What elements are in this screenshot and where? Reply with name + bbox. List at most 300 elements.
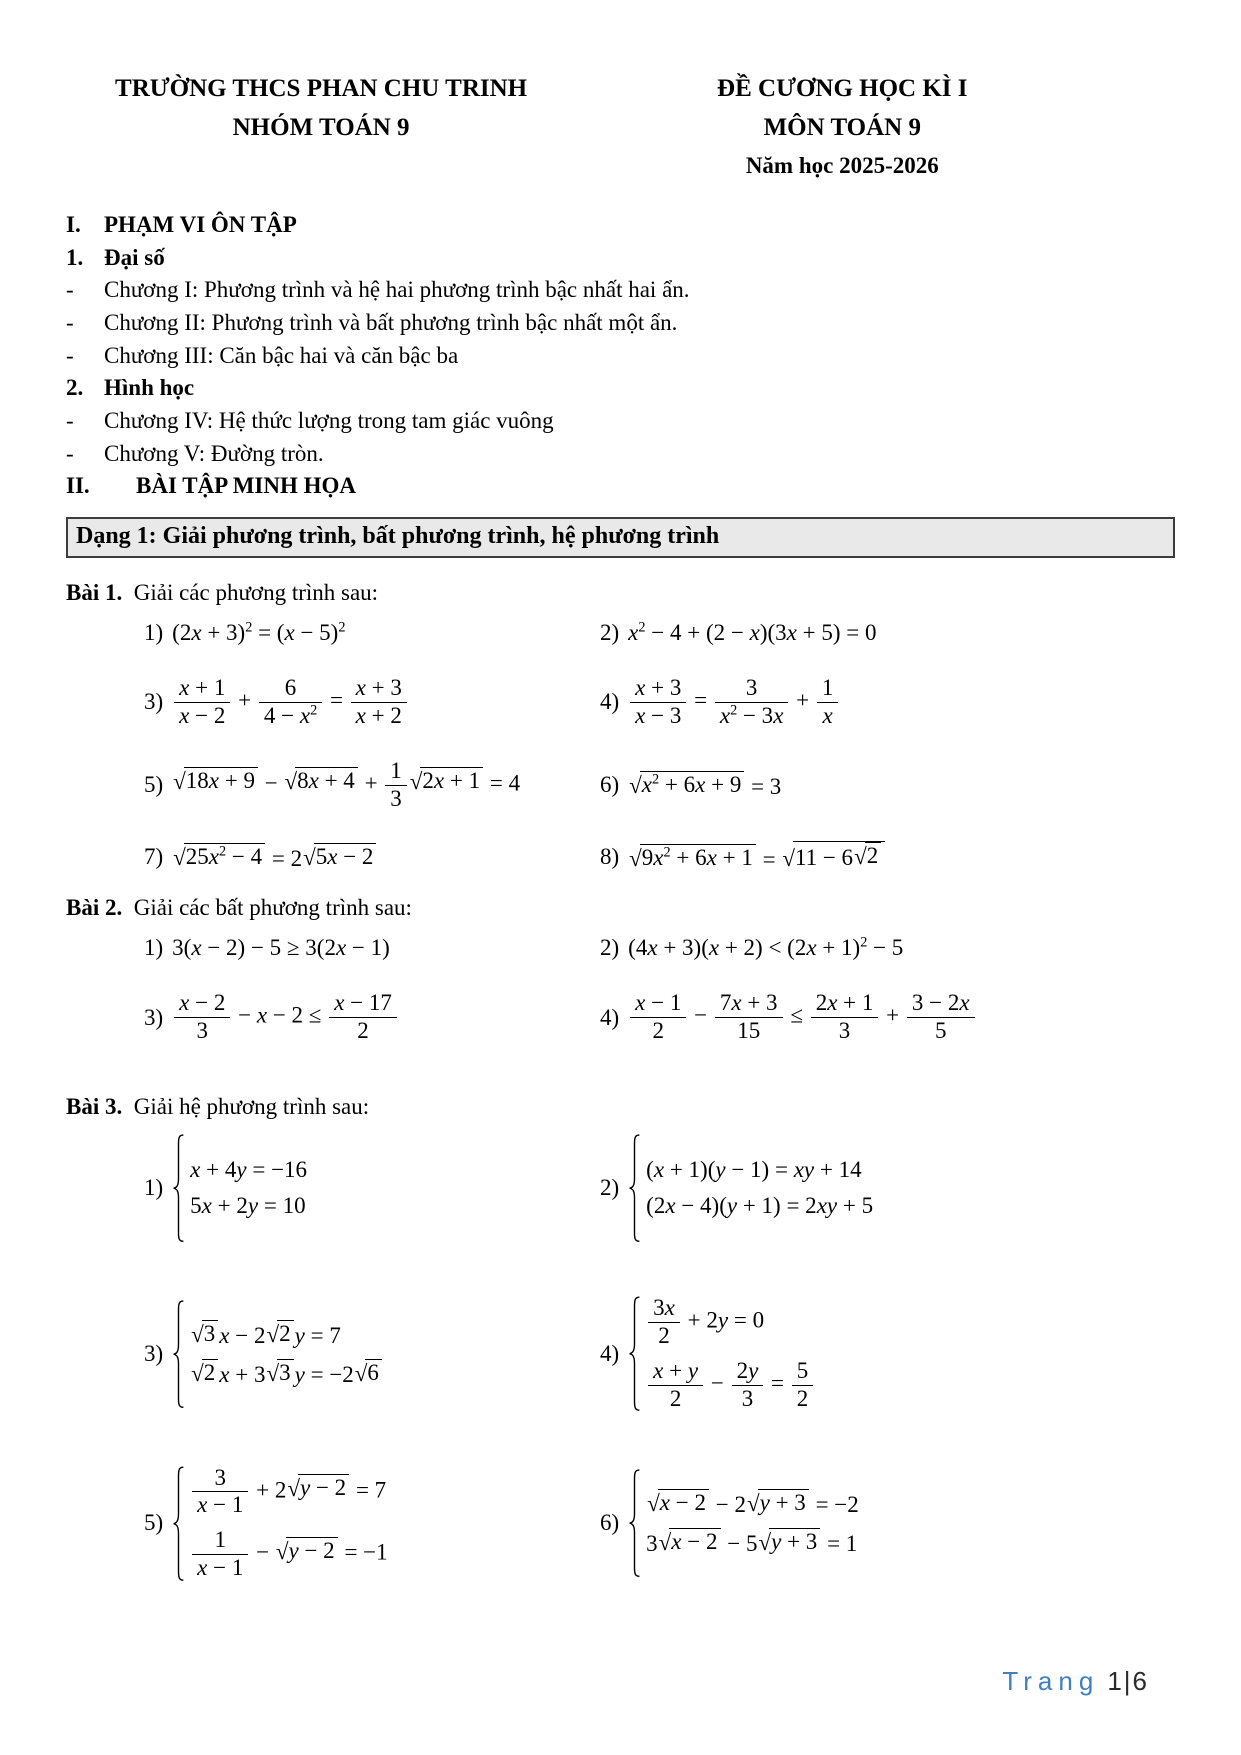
radical-sign-icon: √ <box>658 1530 672 1556</box>
problems <box>66 580 1175 1581</box>
square-root <box>747 1489 809 1516</box>
math-variable: x <box>641 771 653 797</box>
math-expression: (x + 1)(y − 1) = xy + 14 <box>646 1157 862 1183</box>
fraction-numerator: x + 1 <box>179 675 226 701</box>
math-variable: x <box>197 1555 208 1581</box>
problem-block-3 <box>66 1094 1175 1581</box>
radicand: 3 <box>277 1359 294 1386</box>
equation-item <box>144 935 600 961</box>
math-variable: y <box>717 1307 729 1333</box>
superscript: 2 <box>652 770 660 787</box>
radicand: 5x − 2 <box>314 843 377 870</box>
radicand: y − 2 <box>286 1537 337 1564</box>
math-expression: $\frac{x - 2}{3}$ − x − 2 ≤ $\frac{x - 17}{2}$ <box>172 991 399 1044</box>
radicand: x − 2 <box>669 1528 720 1555</box>
equation-item <box>600 841 1175 873</box>
fraction-numerator: x + 3 <box>355 675 402 701</box>
problem-block-1 <box>66 580 1175 873</box>
fraction <box>817 676 839 729</box>
math-variable: x <box>208 768 220 794</box>
problem-label: Bài 2. <box>66 895 123 921</box>
fraction-numerator: 3 <box>745 675 758 701</box>
header-left <box>66 70 576 183</box>
page-word: Trang <box>1002 1666 1100 1696</box>
radical-sign-icon: √ <box>275 1538 289 1564</box>
math-variable: x <box>659 1490 671 1516</box>
algebra-heading <box>66 242 1175 275</box>
fraction-numerator: 6 <box>284 675 297 701</box>
math-variable: x <box>179 675 190 701</box>
page-number: 1|6 <box>1107 1666 1149 1696</box>
math-variable: x <box>201 1193 212 1219</box>
math-variable: x <box>706 845 717 871</box>
radical-sign-icon: √ <box>782 846 795 872</box>
math-variable: x <box>635 675 646 701</box>
superscript: 2 <box>219 843 227 860</box>
problem-prompt: Giải các bất phương trình sau: <box>122 895 412 921</box>
equation-item <box>600 991 1175 1044</box>
math-variable: y <box>294 1361 305 1387</box>
radical-sign-icon: √ <box>173 769 186 795</box>
math-variable: x <box>827 990 838 1016</box>
fraction-numerator: x − 2 <box>179 990 226 1016</box>
math-variable: x <box>635 702 646 728</box>
section-2-label: II. <box>66 473 90 499</box>
math-expression: $x^2 - 4 + (2 - x)(3x + 5) = 0$ <box>628 619 877 646</box>
radicand: 2x + 1 <box>420 767 483 794</box>
fraction-numerator: 3 <box>214 1464 227 1490</box>
geometry-heading <box>66 372 1175 405</box>
radicand: 18x + 9 <box>184 767 258 794</box>
math-expression: √ 18x + 9 − √ 8x + 4 + $\frac{1}{3}$ √ 2x + 1 = 4 <box>173 757 521 811</box>
fraction <box>192 1466 248 1519</box>
math-expression: (2x − 4)(y + 1) = 2xy + 5 <box>646 1193 874 1219</box>
problem-heading <box>66 580 1175 606</box>
square-root <box>287 1474 349 1501</box>
system-brace-icon <box>172 1300 185 1408</box>
radical-sign-icon: √ <box>758 1530 772 1556</box>
equation-number: 2) <box>600 1175 620 1201</box>
radical-sign-icon: √ <box>354 1360 368 1386</box>
system-lines <box>185 1320 383 1388</box>
equation-number: 7) <box>144 844 164 870</box>
equation-item <box>600 620 1175 646</box>
square-root <box>284 767 357 794</box>
group-name: NHÓM TOÁN 9 <box>232 113 410 141</box>
math-expression: $(2x + 3)^2 = (x - 5)^2$ <box>172 619 346 646</box>
math-variable: x <box>308 768 319 794</box>
square-root <box>303 843 376 870</box>
math-variable: y <box>687 1358 699 1383</box>
radicand: x − 2 <box>658 1489 709 1516</box>
fraction <box>907 991 975 1044</box>
math-variable: x <box>647 935 658 961</box>
fraction <box>648 1359 703 1412</box>
system-expression <box>172 1134 307 1242</box>
section-2-heading <box>66 470 1175 503</box>
math-variable: y <box>826 1193 838 1219</box>
section-1-heading <box>66 209 1175 242</box>
square-root <box>173 767 258 794</box>
math-variable: x <box>695 771 706 797</box>
math-variable: x <box>806 935 817 961</box>
radical-sign-icon: √ <box>284 769 298 795</box>
fraction-denominator: x − 3 <box>630 702 686 729</box>
superscript: 2 <box>638 619 646 636</box>
equation-item <box>144 841 600 873</box>
math-expression: 3 √ x − 2 − 5 √ y + 3 = 1 <box>646 1529 858 1557</box>
math-variable: x <box>822 702 833 728</box>
problem-heading <box>66 895 1175 921</box>
geometry-item <box>66 438 1175 471</box>
square-root <box>659 1528 721 1555</box>
fraction-denominator: 2 <box>648 1385 703 1412</box>
equation-number: 4) <box>600 1341 620 1366</box>
geometry-label: 2. <box>66 375 84 401</box>
math-expression: √ 2 x + 3 √ 3 y = −2 √ 6 <box>190 1359 383 1388</box>
problem-prompt: Giải các phương trình sau: <box>122 580 379 606</box>
math-variable: x <box>355 675 366 701</box>
math-variable: x <box>719 702 731 728</box>
problem-label: Bài 3. <box>66 1094 123 1120</box>
math-variable: x <box>653 1358 664 1383</box>
math-variable: y <box>288 1537 299 1563</box>
system-brace-icon <box>628 1134 641 1242</box>
fraction-denominator: $4 - x^2$ <box>259 702 322 729</box>
geometry-item <box>66 405 1175 438</box>
equation-grid <box>66 935 1175 1044</box>
math-expression: √ $25x^2 - 4$ = 2 √ 5x − 2 <box>172 843 377 872</box>
math-expression: $\frac{x + 3}{x - 3}$ = $\frac{3}{x^2 - 3x}$ + $\frac{1}{x}$ <box>628 676 840 729</box>
fraction-denominator: 3 <box>385 785 407 812</box>
fraction-denominator: x − 1 <box>192 1554 248 1581</box>
square-root <box>854 842 881 869</box>
math-variable: x <box>219 1361 230 1387</box>
math-variable: x <box>179 702 190 728</box>
math-variable: x <box>816 1193 827 1219</box>
math-expression: $\frac{x + y}{2}$ − $\frac{2y}{3}$ = $\frac{5}{2}$ <box>646 1359 815 1412</box>
math-variable: y <box>771 1529 782 1555</box>
math-variable: x <box>959 990 970 1016</box>
section-1-label: I. <box>66 212 81 238</box>
math-expression: √ $9x^2 + 6x + 1$ = √ 11 − 6 √ 2 <box>628 841 886 873</box>
radicand: 8x + 4 <box>295 767 358 794</box>
dash-icon: - <box>66 342 74 368</box>
math-variable: x <box>190 1157 201 1183</box>
outline <box>66 209 1175 503</box>
fraction-denominator: $x^2 - 3x$ <box>715 702 789 729</box>
fraction-numerator: 2x + 1 <box>815 990 874 1016</box>
header <box>66 70 1175 183</box>
radicand: y + 3 <box>758 1489 809 1516</box>
math-variable: x <box>219 1322 230 1348</box>
superscript: 2 <box>730 702 738 719</box>
radical-sign-icon: √ <box>266 1321 280 1347</box>
equation-number: 6) <box>600 1510 620 1536</box>
fraction-denominator <box>817 702 839 729</box>
radical-sign-icon: √ <box>191 1321 204 1347</box>
math-variable: x <box>191 935 202 961</box>
system-lines <box>641 1296 815 1411</box>
math-variable: x <box>749 620 760 646</box>
algebra-item-text: Chương III: Căn bậc hai và căn bậc ba <box>104 342 459 368</box>
math-variable: x <box>653 1157 665 1183</box>
math-expression: 5x + 2y = 10 <box>190 1193 306 1219</box>
fraction-denominator: 2 <box>329 1017 397 1044</box>
fraction-numerator: x − 1 <box>635 990 682 1016</box>
superscript: 2 <box>310 702 318 719</box>
fraction-numerator: 3 − 2x <box>911 990 970 1016</box>
system-expression <box>628 1296 815 1411</box>
system-brace-icon <box>172 1466 185 1581</box>
fraction <box>174 991 230 1044</box>
system-brace-icon <box>628 1469 641 1577</box>
equation-item <box>144 1466 600 1581</box>
math-variable: x <box>284 620 295 646</box>
equation-number: 8) <box>600 844 620 870</box>
math-variable: x <box>731 990 742 1016</box>
square-root <box>173 843 265 870</box>
fraction-numerator: 2y <box>736 1358 759 1383</box>
math-expression: $\frac{x - 1}{2}$ − $\frac{7x + 3}{15}$ ≤ $\frac{2x + 1}{3}$ + $\frac{3 - 2x}{5}$ <box>628 991 976 1044</box>
system-lines <box>641 1157 873 1219</box>
math-variable: x <box>665 1193 676 1219</box>
math-variable: x <box>664 1295 675 1321</box>
problem-prompt: Giải hệ phương trình sau: <box>122 1094 370 1120</box>
algebra-item <box>66 274 1175 307</box>
dash-icon: - <box>66 440 74 466</box>
problem-heading <box>66 1094 1175 1120</box>
math-variable: x <box>786 620 797 646</box>
fraction-numerator: 1 <box>821 675 834 701</box>
equation-item <box>144 676 600 729</box>
fraction-denominator: 5 <box>907 1017 975 1044</box>
square-root <box>629 771 744 798</box>
math-variable: x <box>355 702 366 728</box>
equation-number: 4) <box>600 689 620 715</box>
superscript: 2 <box>663 844 671 861</box>
math-expression: x + 4y = −16 <box>190 1157 308 1183</box>
math-variable: x <box>179 990 190 1016</box>
radicand: 2 <box>277 1320 294 1347</box>
equation-item <box>144 620 600 646</box>
equation-number: 4) <box>600 1004 620 1030</box>
math-variable: y <box>294 1322 305 1348</box>
radicand: $x^2 + 6x + 9$ <box>640 771 745 798</box>
fraction <box>174 676 230 729</box>
geometry-item-text: Chương V: Đường tròn. <box>104 440 324 466</box>
radicand: $9x^2 + 6x + 1$ <box>640 844 756 871</box>
fraction-numerator: 3x <box>653 1295 675 1321</box>
equation-item <box>600 676 1175 729</box>
equation-number: 2) <box>600 620 620 646</box>
equation-item <box>144 759 600 812</box>
math-variable: x <box>671 1529 682 1555</box>
math-expression: √ $x^2 + 6x + 9$ = 3 <box>629 770 782 799</box>
math-variable: x <box>299 702 311 728</box>
subject-title: MÔN TOÁN 9 <box>763 113 921 141</box>
math-expression: $\frac{3x}{2}$ + 2y = 0 <box>646 1296 815 1349</box>
system-expression <box>172 1300 383 1408</box>
fraction-numerator: 1 <box>214 1527 227 1553</box>
equation-item <box>144 1296 600 1411</box>
fraction-denominator: x − 1 <box>192 1491 248 1518</box>
math-variable: x <box>334 990 345 1016</box>
section-2-title: BÀI TẬP MINH HỌA <box>136 473 357 499</box>
fraction <box>811 991 879 1044</box>
fraction <box>329 991 397 1044</box>
math-variable: x <box>635 990 646 1016</box>
algebra-item <box>66 340 1175 373</box>
math-variable: x <box>793 1157 804 1183</box>
school-year: Năm học 2025-2026 <box>745 152 939 178</box>
math-variable: y <box>726 1193 738 1219</box>
equation-number: 6) <box>600 772 620 798</box>
fraction-denominator: x − 2 <box>174 702 230 729</box>
math-variable: x <box>208 843 220 869</box>
superscript: 2 <box>245 619 253 636</box>
fraction <box>715 676 789 729</box>
fraction <box>792 1359 814 1412</box>
math-expression: √ x − 2 − 2 √ y + 3 = −2 <box>647 1490 859 1518</box>
equation-number: 3) <box>144 1004 164 1030</box>
square-root <box>267 1359 294 1386</box>
math-variable: x <box>191 620 202 646</box>
system-expression <box>628 1134 873 1242</box>
page-footer <box>1002 1666 1149 1697</box>
fraction-denominator: 2 <box>792 1385 814 1412</box>
fraction <box>715 991 783 1044</box>
fraction-denominator: 3 <box>174 1017 230 1044</box>
math-variable: x <box>628 620 639 646</box>
radical-sign-icon: √ <box>647 1491 660 1517</box>
fraction-numerator: 1 <box>390 757 402 783</box>
radicand: 11 − 6 √ 2 <box>793 841 885 871</box>
square-root <box>191 1359 218 1386</box>
fraction-numerator: 7x + 3 <box>719 990 778 1016</box>
system-expression <box>628 1469 859 1577</box>
math-variable: x <box>653 845 664 871</box>
doc-title: ĐỀ CƯƠNG HỌC KÌ I <box>717 75 968 102</box>
square-root <box>782 841 885 871</box>
algebra-item-text: Chương I: Phương trình và hệ hai phương trình bậc nhất hai ẩn. <box>104 277 690 303</box>
fraction <box>351 676 407 729</box>
geometry-title: Hình học <box>104 375 195 401</box>
math-variable: y <box>247 1193 259 1219</box>
system-brace-icon <box>628 1296 641 1411</box>
math-variable: y <box>803 1157 815 1183</box>
equation-number: 2) <box>600 935 620 961</box>
section-1-title: PHẠM VI ÔN TẬP <box>104 212 297 238</box>
equation-number: 5) <box>144 1510 164 1536</box>
equation-item <box>144 1134 600 1242</box>
math-variable: y <box>748 1358 759 1383</box>
dang-1-banner: Dạng 1: Giải phương trình, bất phương trình, hệ phương trình <box>66 517 1175 558</box>
fraction <box>259 676 322 729</box>
dash-icon: - <box>66 408 74 434</box>
radical-sign-icon: √ <box>303 844 316 870</box>
radical-sign-icon: √ <box>854 844 867 870</box>
math-expression: 3(x − 2) − 5 ≥ 3(2x − 1) <box>172 935 390 961</box>
geometry-item-text: Chương IV: Hệ thức lượng trong tam giác vuông <box>104 408 554 434</box>
fraction <box>630 676 686 729</box>
fraction <box>385 759 407 812</box>
system-lines <box>641 1489 859 1557</box>
fraction-denominator: 2 <box>630 1017 686 1044</box>
math-expression: $\frac{x + 1}{x - 2}$ + $\frac{6}{4 - x^2}$ = $\frac{x + 3}{x + 2}$ <box>172 676 409 729</box>
radicand: 6 <box>365 1359 382 1386</box>
fraction-denominator: 2 <box>648 1322 680 1349</box>
math-variable: x <box>256 1002 268 1028</box>
square-root <box>191 1320 218 1347</box>
math-expression: $(4x + 3)(x + 2) < (2x + 1)^2 - 5$ <box>628 934 904 961</box>
school-name: TRƯỜNG THCS PHAN CHU TRINH <box>115 75 528 102</box>
equation-number: 1) <box>144 1175 164 1201</box>
equation-number: 5) <box>144 772 164 798</box>
radical-sign-icon: √ <box>287 1476 300 1502</box>
equation-item <box>600 935 1175 961</box>
fraction-denominator: 3 <box>732 1385 764 1412</box>
math-variable: y <box>715 1157 726 1183</box>
fraction <box>648 1296 680 1349</box>
math-variable: x <box>197 1492 208 1518</box>
header-right <box>576 70 1108 183</box>
square-root <box>647 1489 709 1516</box>
algebra-title: Đại số <box>104 244 165 270</box>
radicand: 2 <box>202 1359 219 1386</box>
fraction-numerator: x + y <box>653 1358 699 1383</box>
square-root <box>410 767 483 794</box>
equation-number: 3) <box>144 1341 164 1366</box>
system-lines <box>185 1157 307 1219</box>
equation-number: 3) <box>144 689 164 715</box>
radical-sign-icon: √ <box>266 1360 280 1386</box>
algebra-item-text: Chương II: Phương trình và bất phương trình bậc nhất một ẩn. <box>104 310 678 336</box>
math-expression: √ 3 x − 2 √ 2 y = 7 <box>191 1320 341 1348</box>
equation-grid <box>66 1134 1175 1581</box>
equation-item <box>600 1296 1175 1411</box>
problem-block-2 <box>66 895 1175 1044</box>
system-expression <box>172 1466 387 1581</box>
system-brace-icon <box>172 1134 185 1242</box>
fraction-denominator: 15 <box>715 1017 783 1044</box>
square-root <box>758 1528 820 1555</box>
math-variable: x <box>327 843 338 869</box>
dash-icon: - <box>66 277 74 303</box>
problem-label: Bài 1. <box>66 580 123 606</box>
math-variable: y <box>299 1475 311 1501</box>
radical-sign-icon: √ <box>191 1360 204 1386</box>
radical-sign-icon: √ <box>629 772 642 798</box>
math-variable: y <box>236 1157 247 1183</box>
radicand: 3 <box>202 1320 219 1347</box>
equation-number: 1) <box>144 620 164 646</box>
fraction-denominator: 3 <box>811 1017 879 1044</box>
fraction-numerator: x + 3 <box>635 675 682 701</box>
equation-item <box>144 991 600 1044</box>
math-variable: x <box>708 935 720 961</box>
superscript: 2 <box>860 934 868 951</box>
radicand: y + 3 <box>769 1528 820 1555</box>
radicand: y − 2 <box>298 1474 349 1501</box>
algebra-label: 1. <box>66 244 84 270</box>
fraction <box>630 991 686 1044</box>
fraction <box>192 1528 248 1581</box>
equation-number: 1) <box>144 935 164 961</box>
square-root <box>276 1537 338 1564</box>
math-variable: y <box>759 1490 770 1516</box>
math-expression: $\frac{1}{x - 1}$ − √ y − 2 = −1 <box>190 1528 387 1581</box>
